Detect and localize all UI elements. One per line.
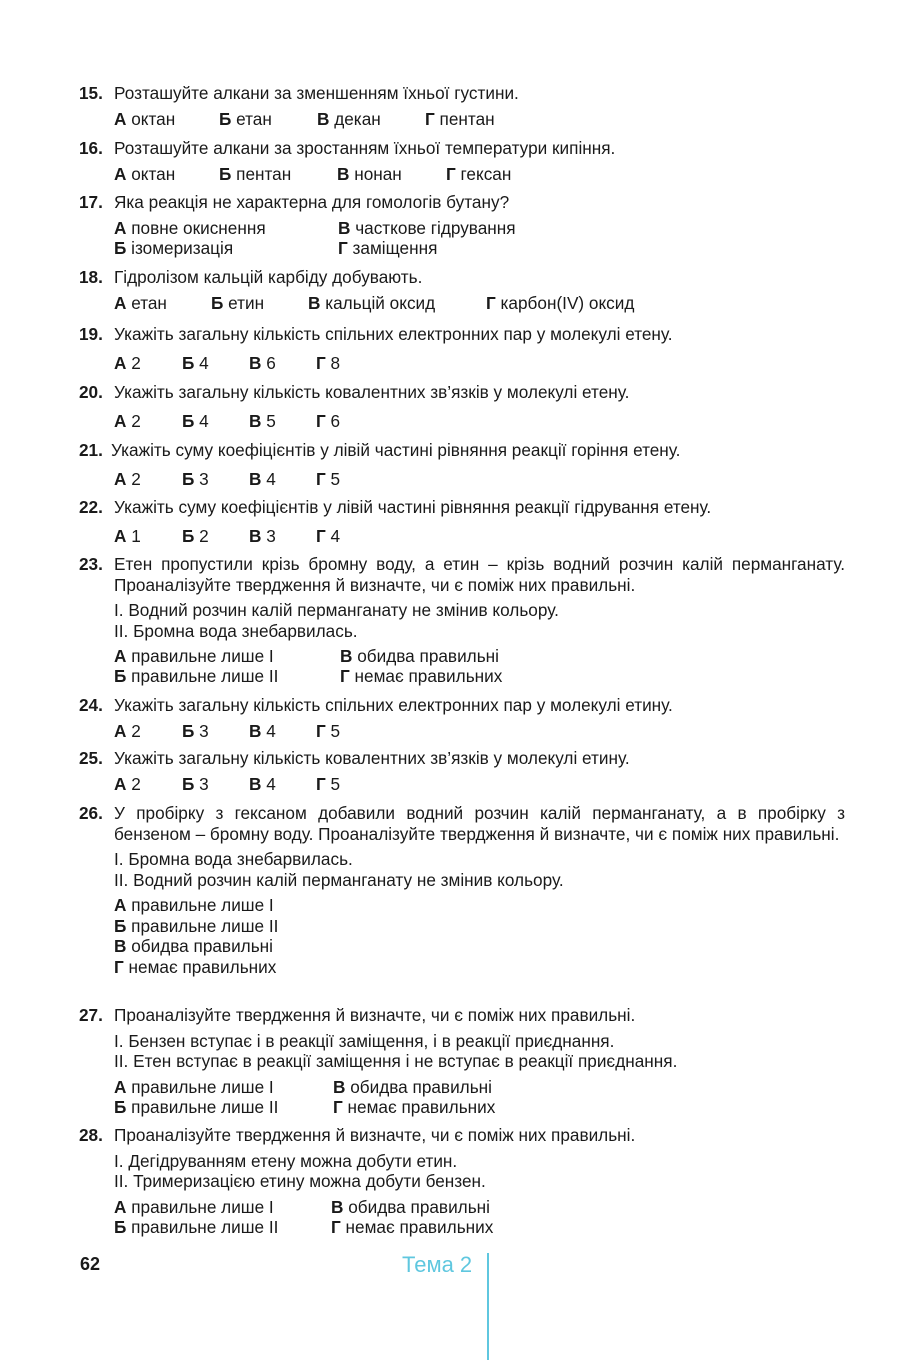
question-number: 26. [79,803,103,823]
option-c: В 5 [249,410,276,431]
question-25 [79,748,845,794]
question-28 [79,1125,845,1237]
option-b: Б правильне лише ІІ [114,1216,279,1237]
question-text: Укажіть загальну кількість спільних електронних пар у молекулі етену. [114,324,673,344]
option-b: Б ізомеризація [114,237,234,258]
page-number: 62 [80,1254,101,1274]
option-d: Г немає правильних [333,1096,496,1117]
option-c: В обидва правильні [114,936,273,956]
question-number: 21. [79,440,103,460]
statement-2: ІІ. Бромна вода знебарвилась. [114,620,358,641]
question-16 [79,138,845,184]
option-b: Б 2 [182,525,209,546]
option-b: Б правильне лише ІІ [114,915,279,936]
question-text: Укажіть загальну кількість спільних електронних пар у молекулі етину. [114,695,673,715]
option-a: А правильне лише І [114,1196,274,1217]
question-text: Етен пропустили крізь бромну воду, а етин – крізь водний розчин калій перманганату. Проаналізуйте твердження й визначте, чи є поміж них правильні. [114,554,845,595]
option-a: А правильне лише І [114,646,274,666]
option-d: Г гексан [446,163,512,184]
question-number: 15. [79,83,103,103]
question-26 [79,803,845,977]
question-23 [79,554,845,686]
question-27 [79,1005,845,1117]
option-a: А октан [114,163,176,184]
option-d: Г немає правильних [331,1216,494,1237]
option-b: Б етан [219,108,272,129]
option-b: Б етин [211,292,265,313]
option-c: В обидва правильні [331,1196,490,1217]
option-c: В 4 [249,773,276,794]
option-a: А октан [114,108,176,129]
option-a: А 2 [114,352,141,373]
option-a: А етан [114,292,167,313]
question-number: 24. [79,695,103,715]
question-number: 16. [79,138,103,158]
question-text: Гідролізом кальцій карбіду добувають. [114,267,423,287]
footer-divider [487,1253,489,1360]
option-d: Г 5 [316,720,341,741]
question-18 [79,267,845,313]
option-b: Б 3 [182,773,209,794]
option-b: Б пентан [219,163,292,184]
question-number: 27. [79,1005,103,1025]
option-b: Б правильне лише ІІ [114,1096,279,1117]
option-b: Б 4 [182,410,209,431]
option-b: Б правильне лише ІІ [114,666,279,686]
option-d: Г 6 [316,410,341,431]
statement-1: І. Дегідруванням етену можна добути етин. [114,1150,458,1171]
question-text: Яка реакція не характерна для гомологів бутану? [114,192,510,212]
option-a: А 2 [114,410,141,431]
option-b: Б 4 [182,352,209,373]
topic-label: Тема 2 [402,1252,473,1277]
option-d: Г немає правильних [340,666,503,686]
option-a: А правильне лише І [114,895,274,915]
option-c: В 4 [249,720,276,741]
question-text: Укажіть суму коефіцієнтів у лівій частині рівняння реакції гідрування етену. [114,497,712,517]
option-c: В обидва правильні [333,1076,492,1097]
option-b: Б 3 [182,720,209,741]
question-text: Розташуйте алкани за зростанням їхньої температури кипіння. [114,138,616,158]
question-text: У пробірку з гексаном добавили водний розчин калій перманганату, а в пробірку з бензеном – бромну воду. Проаналізуйте твердження й визначте, чи є поміж них правильні. [114,803,845,844]
option-a: А 2 [114,468,141,489]
question-24 [79,695,845,741]
question-text: Проаналізуйте твердження й визначте, чи є поміж них правильні. [114,1005,636,1025]
option-d: Г 5 [316,468,341,489]
question-number: 22. [79,497,103,517]
statement-1: І. Бромна вода знебарвилась. [114,849,353,869]
option-c: В 4 [249,468,276,489]
question-number: 25. [79,748,103,768]
statement-2: ІІ. Етен вступає в реакції заміщення і не вступає в реакції приєднання. [114,1051,678,1071]
option-d: Г 4 [316,525,341,546]
statement-2: ІІ. Тримеризацією етину можна добути бензен. [114,1171,486,1191]
option-a: А 1 [114,525,141,546]
option-a: А правильне лише І [114,1076,274,1097]
option-c: В декан [317,108,381,129]
option-d: Г немає правильних [114,956,277,977]
question-number: 17. [79,192,103,212]
question-number: 23. [79,554,103,574]
question-number: 28. [79,1125,103,1145]
option-c: В 3 [249,525,276,546]
question-number: 20. [79,382,103,402]
option-b: Б 3 [182,468,209,489]
option-d: Г пентан [425,108,495,129]
statement-1: І. Водний розчин калій перманганату не змінив кольору. [114,600,559,620]
option-c: В обидва правильні [340,646,499,666]
question-number: 18. [79,267,103,287]
option-a: А 2 [114,773,141,794]
question-text: Укажіть суму коефіцієнтів у лівій частині рівняння реакції горіння етену. [111,440,681,460]
option-c: В 6 [249,352,276,373]
option-d: Г 8 [316,352,341,373]
statement-2: ІІ. Водний розчин калій перманганату не змінив кольору. [114,869,564,890]
option-c: В нонан [337,163,402,184]
option-a: А 2 [114,720,141,741]
question-text: Укажіть загальну кількість ковалентних зв’язків у молекулі етину. [114,748,630,768]
option-d: Г карбон(IV) оксид [486,292,635,313]
option-a: А повне окиснення [114,217,266,238]
question-20 [79,382,845,431]
question-22 [79,497,845,546]
question-text: Проаналізуйте твердження й визначте, чи є поміж них правильні. [114,1125,636,1145]
option-d: Г 5 [316,773,341,794]
option-c: В часткове гідрування [338,217,516,238]
statement-1: І. Бензен вступає і в реакції заміщення, і в реакції приєднання. [114,1030,615,1051]
option-c: В кальцій оксид [308,292,436,313]
question-number: 19. [79,324,103,344]
option-d: Г заміщення [338,237,438,258]
question-21 [79,440,845,489]
question-15 [79,83,845,129]
question-19 [79,324,845,373]
question-text: Укажіть загальну кількість ковалентних зв’язків у молекулі етену. [114,382,630,402]
question-17 [79,192,845,258]
question-text: Розташуйте алкани за зменшенням їхньої густини. [114,83,519,103]
